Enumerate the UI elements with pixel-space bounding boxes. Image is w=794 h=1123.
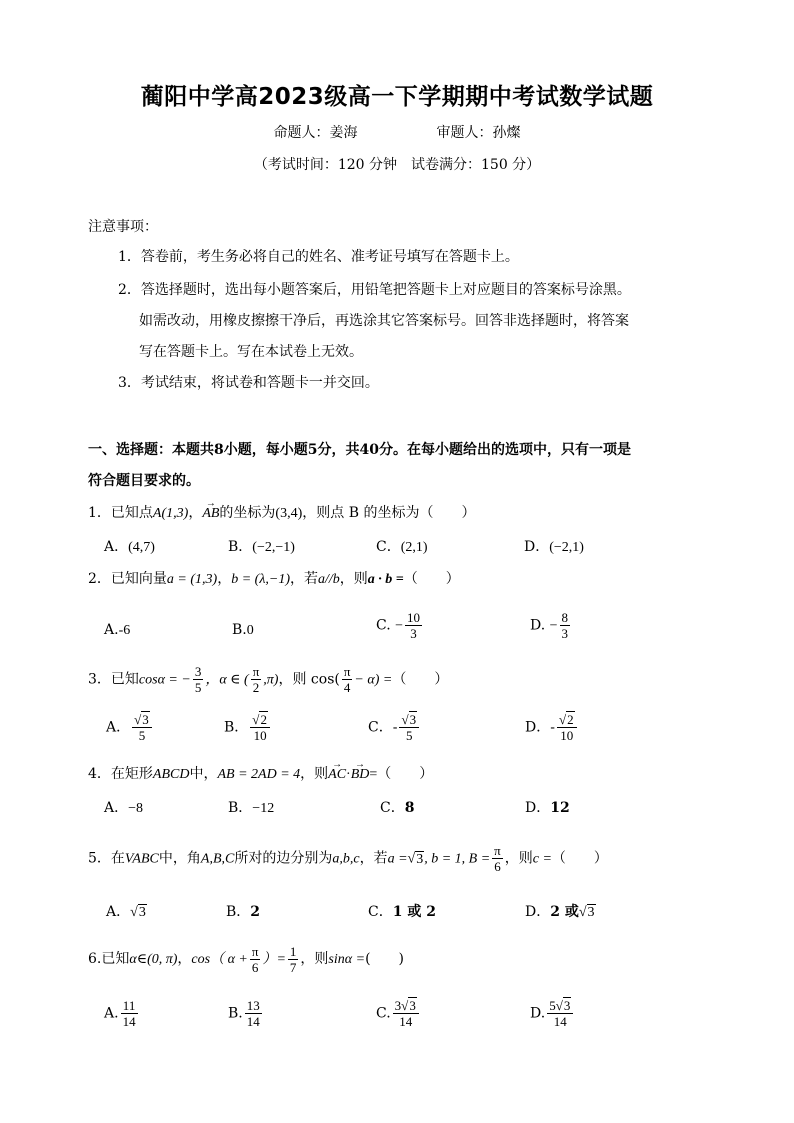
notes-heading: 注意事项：: [88, 219, 158, 235]
section-heading: 一、选择题：本题共8小题，每小题5分，共40分。在每小题给出的选项中，只有一项是: [88, 442, 631, 458]
author-line: [0, 124, 794, 142]
point-a: A(1,3): [152, 506, 189, 521]
setter: 命题人：姜海: [273, 125, 358, 141]
q2-option-d: D. − $\frac{8}{3}$: [530, 610, 569, 641]
section-heading-cont: 符合题目要求的。: [88, 473, 200, 489]
q5-option-c: C．1 或 2: [368, 904, 436, 920]
note-item-2: 2．答选择题时，选出每小题答案后，用铅笔把答题卡上对应题目的答案标号涂黑。: [118, 282, 631, 298]
q3-option-d: D．- $\frac{√2}{10}$: [525, 712, 579, 743]
exam-title: 蔺阳中学高2023级高一下学期期中考试数学试题: [140, 84, 654, 110]
q2-option-b: B.0: [232, 622, 254, 638]
q4-option-c: C．8: [380, 800, 415, 816]
q6-option-c: C. $\frac{3√3}{14}$: [376, 998, 421, 1029]
q1-option-b: B．(−2,−1): [228, 539, 295, 555]
vector-bd: → BD: [351, 766, 370, 784]
q1-option-d: D．(−2,1): [524, 539, 584, 555]
q5-option-d: D．2 或√3: [525, 904, 595, 920]
note-item-3: 3．考试结束，将试卷和答题卡一并交回。: [118, 375, 379, 391]
coordinate: (3,4): [275, 506, 303, 521]
exam-info: （考试时间：120 分钟 试卷满分：150 分）: [253, 157, 541, 173]
question-3: 3．已知cosα = − $\frac{3}{5}$ ，α ∈ ( $\frac{\pi}{2}$ ,π)，则 cos( $\frac{\pi}{4}$ − α) =（ ）: [88, 664, 449, 695]
q1-option-c: C．(2,1): [376, 539, 428, 555]
q6-option-b: B. $\frac{13}{14}$: [228, 998, 260, 1029]
q4-option-a: A．−8: [104, 800, 144, 816]
q2-option-c: C. − $\frac{10}{3}$: [376, 610, 421, 641]
question-6: 6.已知α∈(0, π)，cos（ α + $\frac{\pi}{6}$ ）= $\frac{1}{7}$ ，则sinα =( ): [88, 943, 404, 975]
vector-a-def: a = (1,3): [166, 572, 218, 587]
note-item-2-cont: 如需改动，用橡皮擦擦干净后，再选涂其它答案标号。回答非选择题时，将答案: [139, 313, 629, 329]
dot-product: a · b =: [367, 572, 404, 587]
note-item-1: 1．答卷前，考生务必将自己的姓名、准考证号填写在答题卡上。: [118, 249, 519, 265]
vector-b-def: b = (λ,−1): [231, 572, 290, 587]
q2-option-a: A.-6: [104, 622, 131, 638]
q6-option-a: A. $\frac{11}{14}$: [104, 998, 136, 1029]
question-2: 2．已知向量a = (1,3)，b = (λ,−1)，若a//b，则a · b =（ ）: [88, 571, 460, 587]
note-item-2-cont2: 写在答题卡上。写在本试卷上无效。: [139, 344, 363, 360]
parallel-condition: a//b: [318, 572, 340, 587]
q6-option-d: D. $\frac{5√3}{14}$: [530, 998, 575, 1029]
q4-option-b: B．−12: [228, 800, 275, 816]
q4-option-d: D．12: [525, 800, 570, 816]
vector-ab: → AB: [202, 505, 219, 523]
question-5: 5．在VABC中，角A,B,C所对的边分别为a,b,c，若a =√3, b = 1, B = $\frac{\pi}{6}$ ，则c =（ ）: [88, 843, 608, 874]
reviewer: 审题人：孙燦: [436, 125, 521, 141]
q5-option-a: A．√3: [106, 904, 146, 920]
vector-ac: → AC: [328, 766, 346, 784]
q3-option-c: C．- $\frac{√3}{5}$: [368, 712, 421, 743]
q1-option-a: A．(4,7): [104, 539, 155, 555]
q5-option-b: B．2: [226, 904, 261, 920]
question-4: 4．在矩形ABCD中，AB = 2AD = 4，则→ AC·→ BD=（ ）: [88, 765, 433, 784]
q3-option-b: B． $\frac{√2}{10}$: [224, 712, 272, 743]
question-1: 1．已知点A(1,3)，→ AB的坐标为(3,4)，则点 B 的坐标为（ ）: [88, 504, 475, 523]
q3-option-a: A． $\frac{√3}{5}$: [106, 712, 154, 743]
